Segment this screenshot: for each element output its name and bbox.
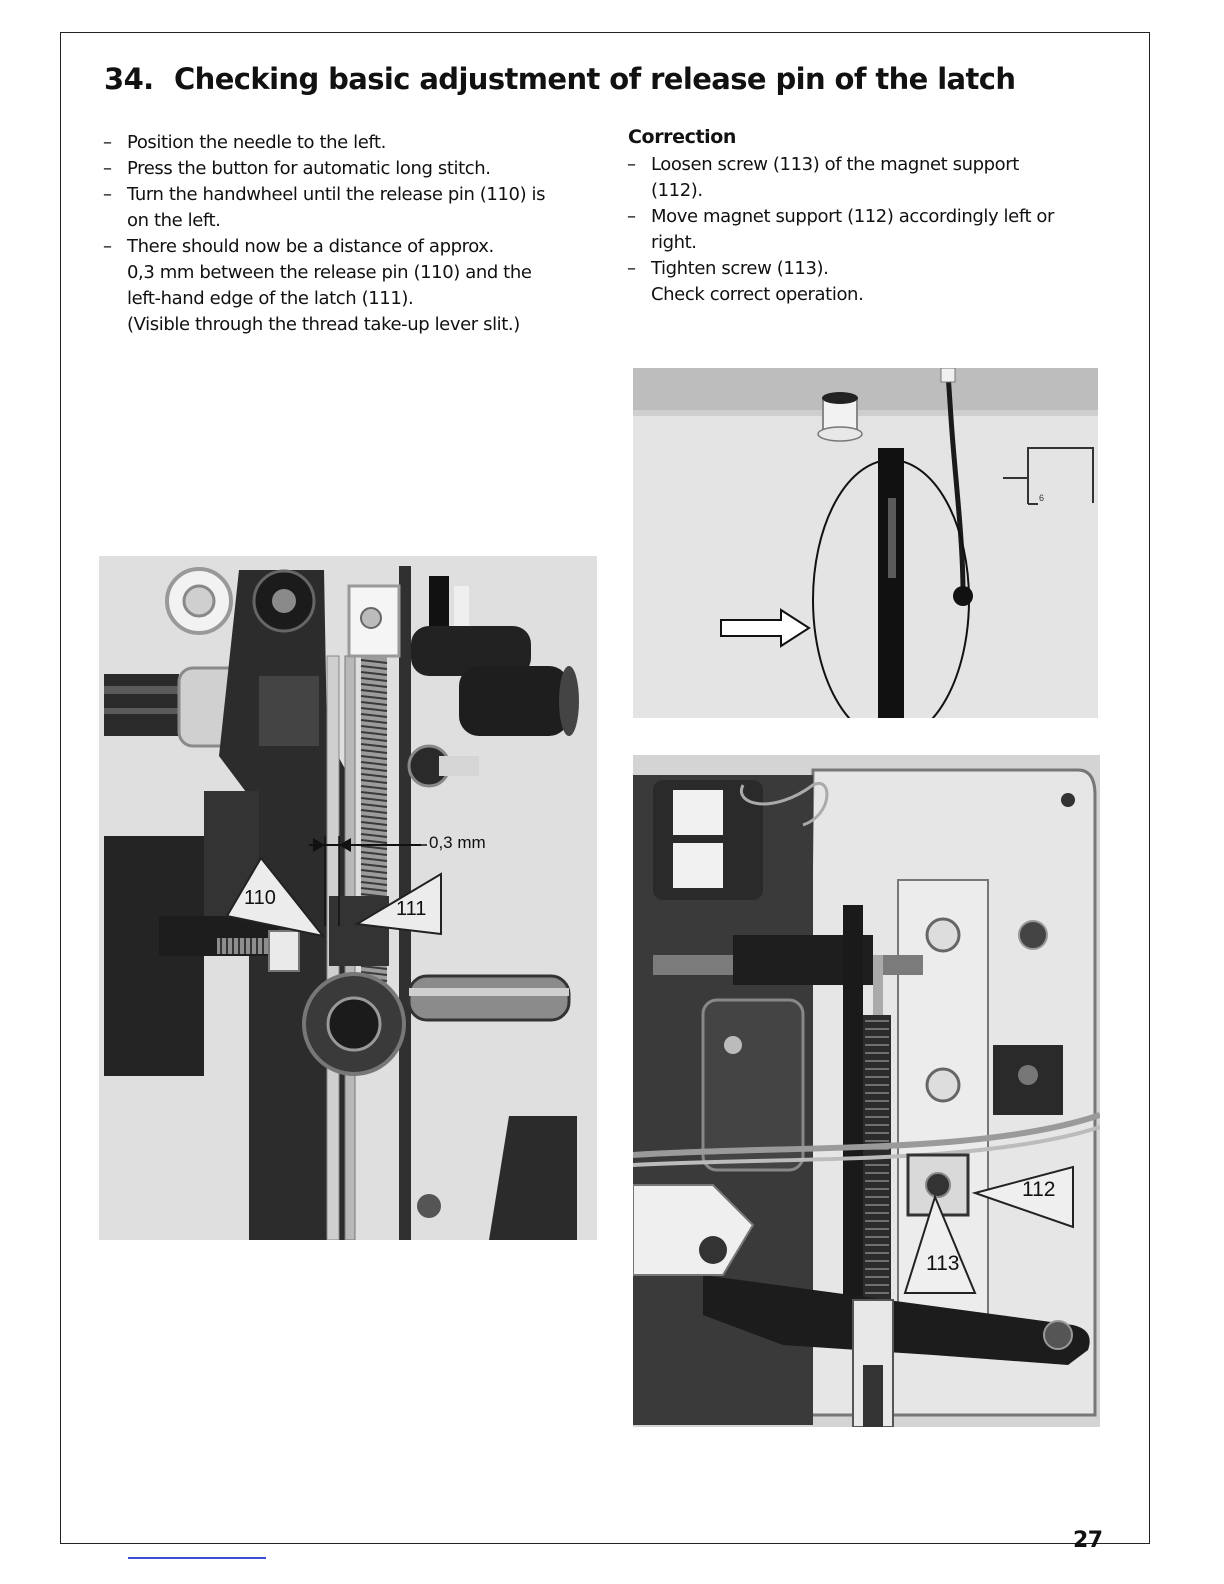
correction-steps xyxy=(627,152,1107,308)
section-title-text: Checking basic adjustment of release pin of the latch xyxy=(174,62,1016,96)
callout-111: 111 xyxy=(396,898,427,920)
step-line: (Visible through the thread take-up lever slit.) xyxy=(127,314,520,335)
procedure-steps xyxy=(103,130,603,338)
latch-closeup-photo xyxy=(99,556,597,1240)
step-line: – Turn the handwheel until the release pin (110) is xyxy=(127,184,546,205)
take-up-lever-photo xyxy=(633,368,1098,718)
step-line: – Move magnet support (112) accordingly left or xyxy=(651,206,1055,227)
step-item xyxy=(103,156,603,182)
scale-mark-label: 6 xyxy=(1039,493,1045,503)
correction-step-item xyxy=(627,204,1107,256)
callout-112: 112 xyxy=(1022,1178,1056,1201)
step-line: left-hand edge of the latch (111). xyxy=(127,288,414,309)
step-item xyxy=(103,130,603,156)
section-title xyxy=(104,62,1015,96)
step-item xyxy=(103,234,603,338)
step-line: Check correct operation. xyxy=(651,284,864,305)
step-line: – Position the needle to the left. xyxy=(127,132,386,153)
correction-heading: Correction xyxy=(628,126,737,148)
step-line: (112). xyxy=(651,180,703,201)
callout-110: 110 xyxy=(244,887,276,909)
dimension-label: 0,3 mm xyxy=(429,833,486,852)
step-line: – There should now be a distance of approx. xyxy=(127,236,494,257)
step-line: on the left. xyxy=(127,210,221,231)
footer-rule xyxy=(128,1557,266,1559)
step-line: – Press the button for automatic long stitch. xyxy=(127,158,491,179)
callout-113: 113 xyxy=(926,1252,960,1275)
correction-step-item xyxy=(627,152,1107,204)
step-line: – Tighten screw (113). xyxy=(651,258,829,279)
step-line: – Loosen screw (113) of the magnet support xyxy=(651,154,1019,175)
correction-step-item xyxy=(627,256,1107,308)
section-number: 34. xyxy=(104,62,154,96)
step-line: 0,3 mm between the release pin (110) and the xyxy=(127,262,532,283)
page-number: 27 xyxy=(1073,1528,1103,1553)
magnet-support-photo xyxy=(633,755,1100,1427)
step-line: right. xyxy=(651,232,697,253)
step-item xyxy=(103,182,603,234)
